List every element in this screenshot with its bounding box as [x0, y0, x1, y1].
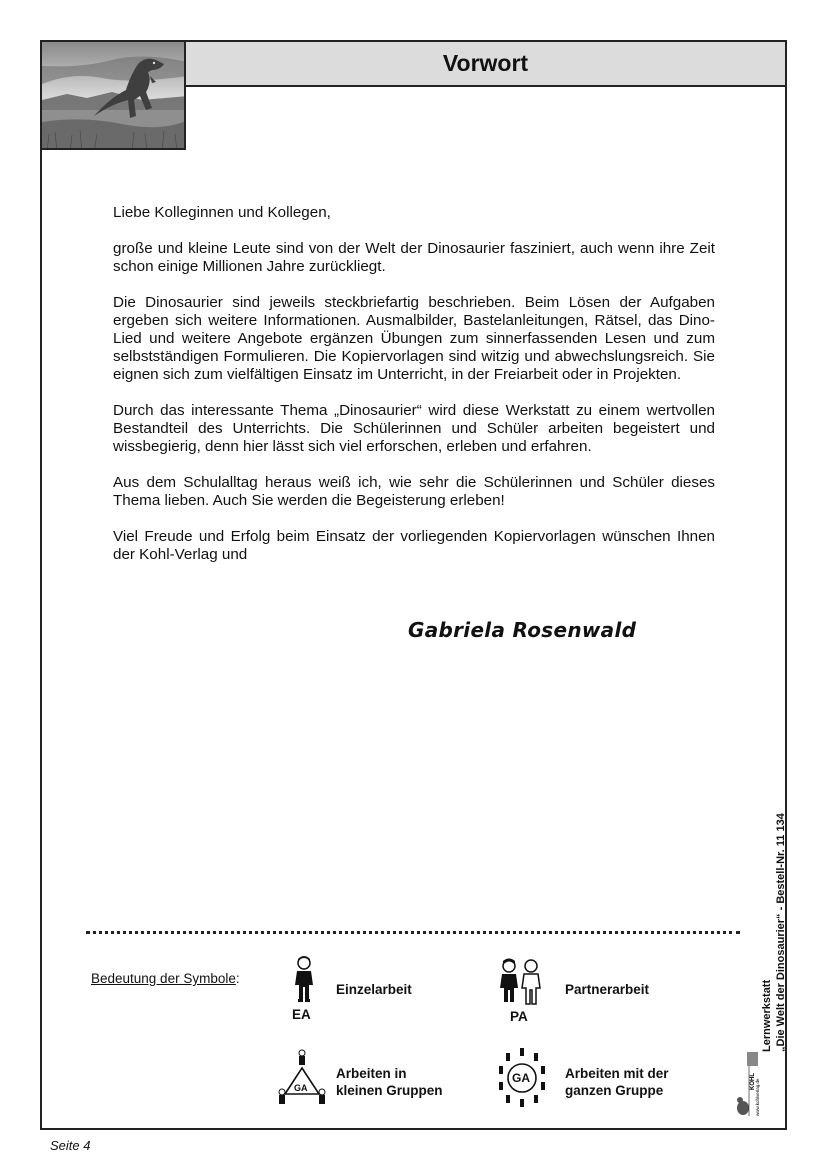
small-group-triangle-icon [277, 1048, 327, 1106]
ga-small-label: GA [294, 1083, 308, 1093]
page-title: Vorwort [442, 50, 529, 76]
small-group-label-line2: kleinen Gruppen [336, 1083, 443, 1098]
paragraph-4: Aus dem Schulalltag heraus weiß ich, wie sehr die Schülerinnen und Schüler dieses Thema lieben. Auch Sie werden die Begeisterung erleben! [113, 474, 715, 509]
symbols-title-colon: : [235, 971, 240, 986]
side-line-2: „Die Welt der Dinosaurier“ - Bestell-Nr. 11 134 [775, 813, 787, 1052]
paragraph-3: Durch das interessante Thema „Dinosaurier“ wird diese Werkstatt zu einem wertvollen Bestandteil des Unterrichts. Die Schülerinnen und Schüler arbeiten begeistert und wissbegierig, denn hier lässt sich viel erforschen, erleben und erfahren. [113, 402, 715, 455]
side-publication-info [760, 752, 788, 1052]
partnerarbeit-label: Partnerarbeit [565, 982, 650, 997]
signature: Gabriela Rosenwald [408, 618, 637, 642]
ea-label: EA [292, 1007, 311, 1022]
ga-large-label: GA [512, 1071, 530, 1085]
paragraph-5: Viel Freude und Erfolg beim Einsatz der vorliegenden Kopiervorlagen wünschen Ihnen der Kohl-Verlag und [113, 528, 715, 563]
publisher-logo [735, 1050, 760, 1120]
two-persons-icon [497, 958, 543, 1008]
logo-url: www.kohlverlag.de [755, 1078, 760, 1116]
dinosaur-image [40, 40, 186, 150]
paragraph-1: große und kleine Leute sind von der Welt der Dinosaurier fasziniert, auch wenn ihre Zeit schon einige Millionen Jahre zurückliegt. [113, 240, 715, 275]
dotted-divider [86, 931, 740, 934]
side-line-1: Lernwerkstatt [761, 979, 773, 1052]
logo-text: KOHL [750, 1073, 756, 1090]
foreword-text [113, 204, 715, 582]
pa-label: PA [510, 1009, 528, 1024]
small-group-label-line1: Arbeiten in [336, 1066, 407, 1081]
paragraph-greeting: Liebe Kolleginnen und Kollegen, [113, 204, 331, 221]
single-person-icon [291, 955, 317, 1007]
einzelarbeit-label: Einzelarbeit [336, 982, 412, 997]
whole-group-label-line2: ganzen Gruppe [565, 1083, 664, 1098]
whole-group-label-line1: Arbeiten mit der [565, 1066, 669, 1081]
page-number: Seite 4 [50, 1138, 91, 1153]
symbols-legend-title [91, 971, 240, 986]
paragraph-2: Die Dinosaurier sind jeweils steckbriefartig beschrieben. Beim Lösen der Aufgaben ergeben sich weitere Informationen. Ausmalbilder, Bastelanleitungen, Rätsel, das Dino-Lied und weitere Angebote ergänzen Übungen zum sinnerfassenden Lesen und zum selbstständigen Formulieren. Die Kopiervorlagen sind witzig und abwechslungsreich. Sie eignen sich zum vielfältigen Einsatz im Unterricht, in der Freiarbeit oder in Projekten. [113, 294, 715, 383]
symbols-title-text: Bedeutung der Symbole [91, 971, 236, 986]
